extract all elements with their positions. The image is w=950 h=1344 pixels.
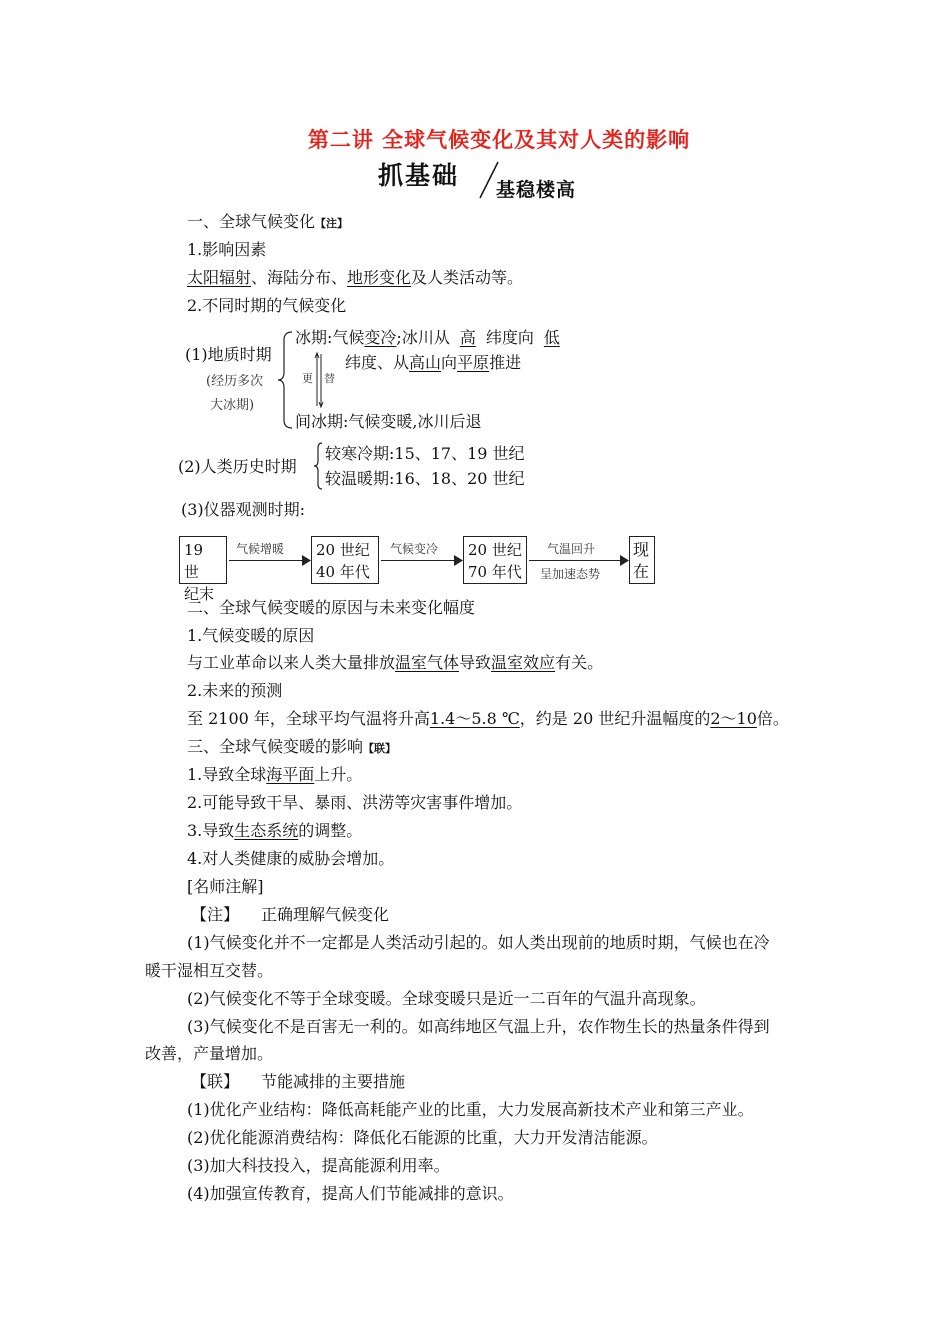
section3-heading-text: 三、全球气候变暖的影响	[187, 737, 364, 756]
factor-terrain: 地形变化	[347, 268, 412, 287]
flow-arrow-3-label-2: 呈加速态势	[540, 567, 601, 581]
glacial-low: 低	[543, 328, 560, 347]
pred-text-3: 倍。	[756, 709, 789, 728]
alternate-arrows-icon	[314, 350, 324, 410]
flow-box-3-line2: 70 年代	[468, 563, 522, 581]
factor-solar: 太阳辐射	[187, 268, 252, 287]
zhu-3b: 改善，产量增加。	[145, 1044, 274, 1063]
zhu-tag: 【注】	[191, 905, 240, 924]
geo-label-1: (1)地质时期	[185, 345, 272, 364]
glacial-colder: 变冷	[364, 328, 397, 347]
flow-arrow-2-line	[381, 560, 461, 561]
cause-line	[187, 652, 603, 674]
zhu-1a: (1)气候变化并不一定都是人类活动引起的。如人类出现前的地质时期，气候也在冷	[187, 933, 770, 952]
s1-p1: 1.影响因素	[187, 240, 267, 259]
pred-multiple: 2～10	[710, 709, 757, 728]
glacial-line-2	[345, 352, 521, 374]
lian-tag: 【联】	[191, 1072, 240, 1091]
pred-text-2: ，约是 20 世纪升温幅度的	[519, 709, 711, 728]
zhu-2: (2)气候变化不等于全球变暖。全球变暖只是近一二百年的气温升高现象。	[187, 989, 706, 1008]
flow-box-1	[179, 536, 227, 603]
lian-heading	[191, 1071, 405, 1093]
factor-human: 及人类活动等。	[411, 268, 524, 287]
glacial-high: 高	[459, 328, 476, 347]
flow-arrow-3-label-1: 气温回升	[547, 542, 596, 556]
impact-1	[187, 764, 362, 786]
lian-title: 节能减排的主要措施	[261, 1072, 406, 1091]
glacial-mountain: 高山	[409, 353, 442, 372]
banner-left: 抓基础	[378, 161, 460, 190]
impact-2: 2.可能导致干旱、暴雨、洪涝等灾害事件增加。	[187, 793, 523, 812]
instr-label: (3)仪器观测时期:	[181, 500, 306, 519]
notes-heading: [名师注解]	[187, 877, 264, 896]
s1-p2: 2.不同时期的气候变化	[187, 296, 347, 315]
flow-arrow-1-label: 气候增暖	[236, 542, 285, 556]
cause-greenhouse-effect: 温室效应	[491, 653, 556, 672]
geo-label-3: 大冰期)	[210, 398, 255, 413]
impact-3-text-1: 3.导致	[187, 821, 235, 840]
lian-1: (1)优化产业结构：降低高耗能产业的比重，大力发展高新技术产业和第三产业。	[187, 1100, 754, 1119]
impact-4: 4.对人类健康的威胁会增加。	[187, 849, 395, 868]
pred-text-1: 至 2100 年，全球平均气温将升高	[187, 709, 430, 728]
glacial-line-1	[295, 327, 570, 349]
flow-box-1-line2: 纪末	[184, 585, 215, 603]
glacial-text-2: ;冰川从	[396, 328, 450, 347]
hist-label: (2)人类历史时期	[178, 457, 297, 476]
factors-line	[187, 267, 523, 289]
flow-box-3	[463, 536, 527, 584]
flow-box-4-line2: 在	[633, 562, 650, 581]
glacial-text-1: 冰期:气候	[295, 328, 365, 347]
flow-arrow-2-label: 气候变冷	[390, 542, 439, 556]
factor-sea-land: 、海陆分布、	[251, 268, 348, 287]
zhu-3a: (3)气候变化不是百害无一利的。如高纬地区气温上升，农作物生长的热量条件得到	[187, 1017, 770, 1036]
s2-p1: 1.气候变暖的原因	[187, 626, 315, 645]
pred-temp-range: 1.4～5.8 ℃	[429, 709, 520, 728]
flow-arrow-1-line	[229, 560, 309, 561]
lian-4: (4)加强宣传教育，提高人们节能减排的意识。	[187, 1184, 514, 1203]
glacial-plain: 平原	[457, 353, 490, 372]
cause-text-2: 导致	[459, 653, 492, 672]
impact-ecosystem: 生态系统	[234, 821, 299, 840]
flow-box-3-line1: 20 世纪	[468, 541, 522, 559]
page-title: 第二讲 全球气候变化及其对人类的影响	[307, 127, 691, 152]
impact-3	[187, 820, 362, 842]
zhu-title: 正确理解气候变化	[261, 905, 390, 924]
section2-heading: 二、全球气候变暖的原因与未来变化幅度	[187, 598, 476, 617]
section1-heading	[187, 211, 348, 235]
cause-text-1: 与工业革命以来人类大量排放	[187, 653, 396, 672]
flow-box-2	[311, 536, 379, 584]
impact-3-text-2: 的调整。	[298, 821, 363, 840]
lian-3: (3)加大科技投入，提高能源利用率。	[187, 1156, 450, 1175]
zhu-heading	[191, 904, 389, 926]
impact-1-text-2: 上升。	[314, 765, 363, 784]
interglacial-line: 间冰期:气候变暖,冰川后退	[295, 412, 482, 431]
link-tag: 【联】	[363, 742, 397, 755]
section1-heading-text: 一、全球气候变化	[187, 212, 316, 231]
s2-p2: 2.未来的预测	[187, 681, 283, 700]
cause-greenhouse-gas: 温室气体	[395, 653, 460, 672]
cause-text-3: 有关。	[555, 653, 604, 672]
flow-box-4-line1: 现	[633, 540, 650, 559]
hist-brace	[312, 441, 324, 491]
glacial-text-3: 纬度向	[485, 328, 534, 347]
flow-box-4	[629, 536, 655, 584]
hist-cold: 较寒冷期:15、17、19 世纪	[325, 444, 525, 463]
flow-box-2-line1: 20 世纪	[316, 541, 370, 559]
glacial-text-6: 推进	[489, 353, 522, 372]
flow-box-2-line2: 40 年代	[316, 563, 370, 581]
note-tag: 【注】	[315, 217, 349, 230]
geo-label-2: (经历多次	[206, 374, 264, 389]
alternate-char-2: 替	[324, 372, 335, 385]
zhu-1b: 暖干湿相互交替。	[145, 961, 274, 980]
impact-sea-level: 海平面	[266, 765, 315, 784]
glacial-text-4: 纬度、从	[345, 353, 410, 372]
hist-warm: 较温暖期:16、18、20 世纪	[325, 469, 525, 488]
flow-box-1-line1: 19 世	[184, 541, 204, 581]
flow-arrow-3-line	[529, 560, 627, 561]
alternate-char-1: 更	[302, 372, 313, 385]
lian-2: (2)优化能源消费结构：降低化石能源的比重，大力开发清洁能源。	[187, 1128, 658, 1147]
impact-1-text-1: 1.导致全球	[187, 765, 267, 784]
section3-heading	[187, 736, 396, 760]
glacial-text-5: 向	[441, 353, 458, 372]
prediction-line	[187, 708, 789, 730]
banner-right: 基稳楼高	[496, 179, 577, 201]
geo-brace	[276, 330, 294, 430]
